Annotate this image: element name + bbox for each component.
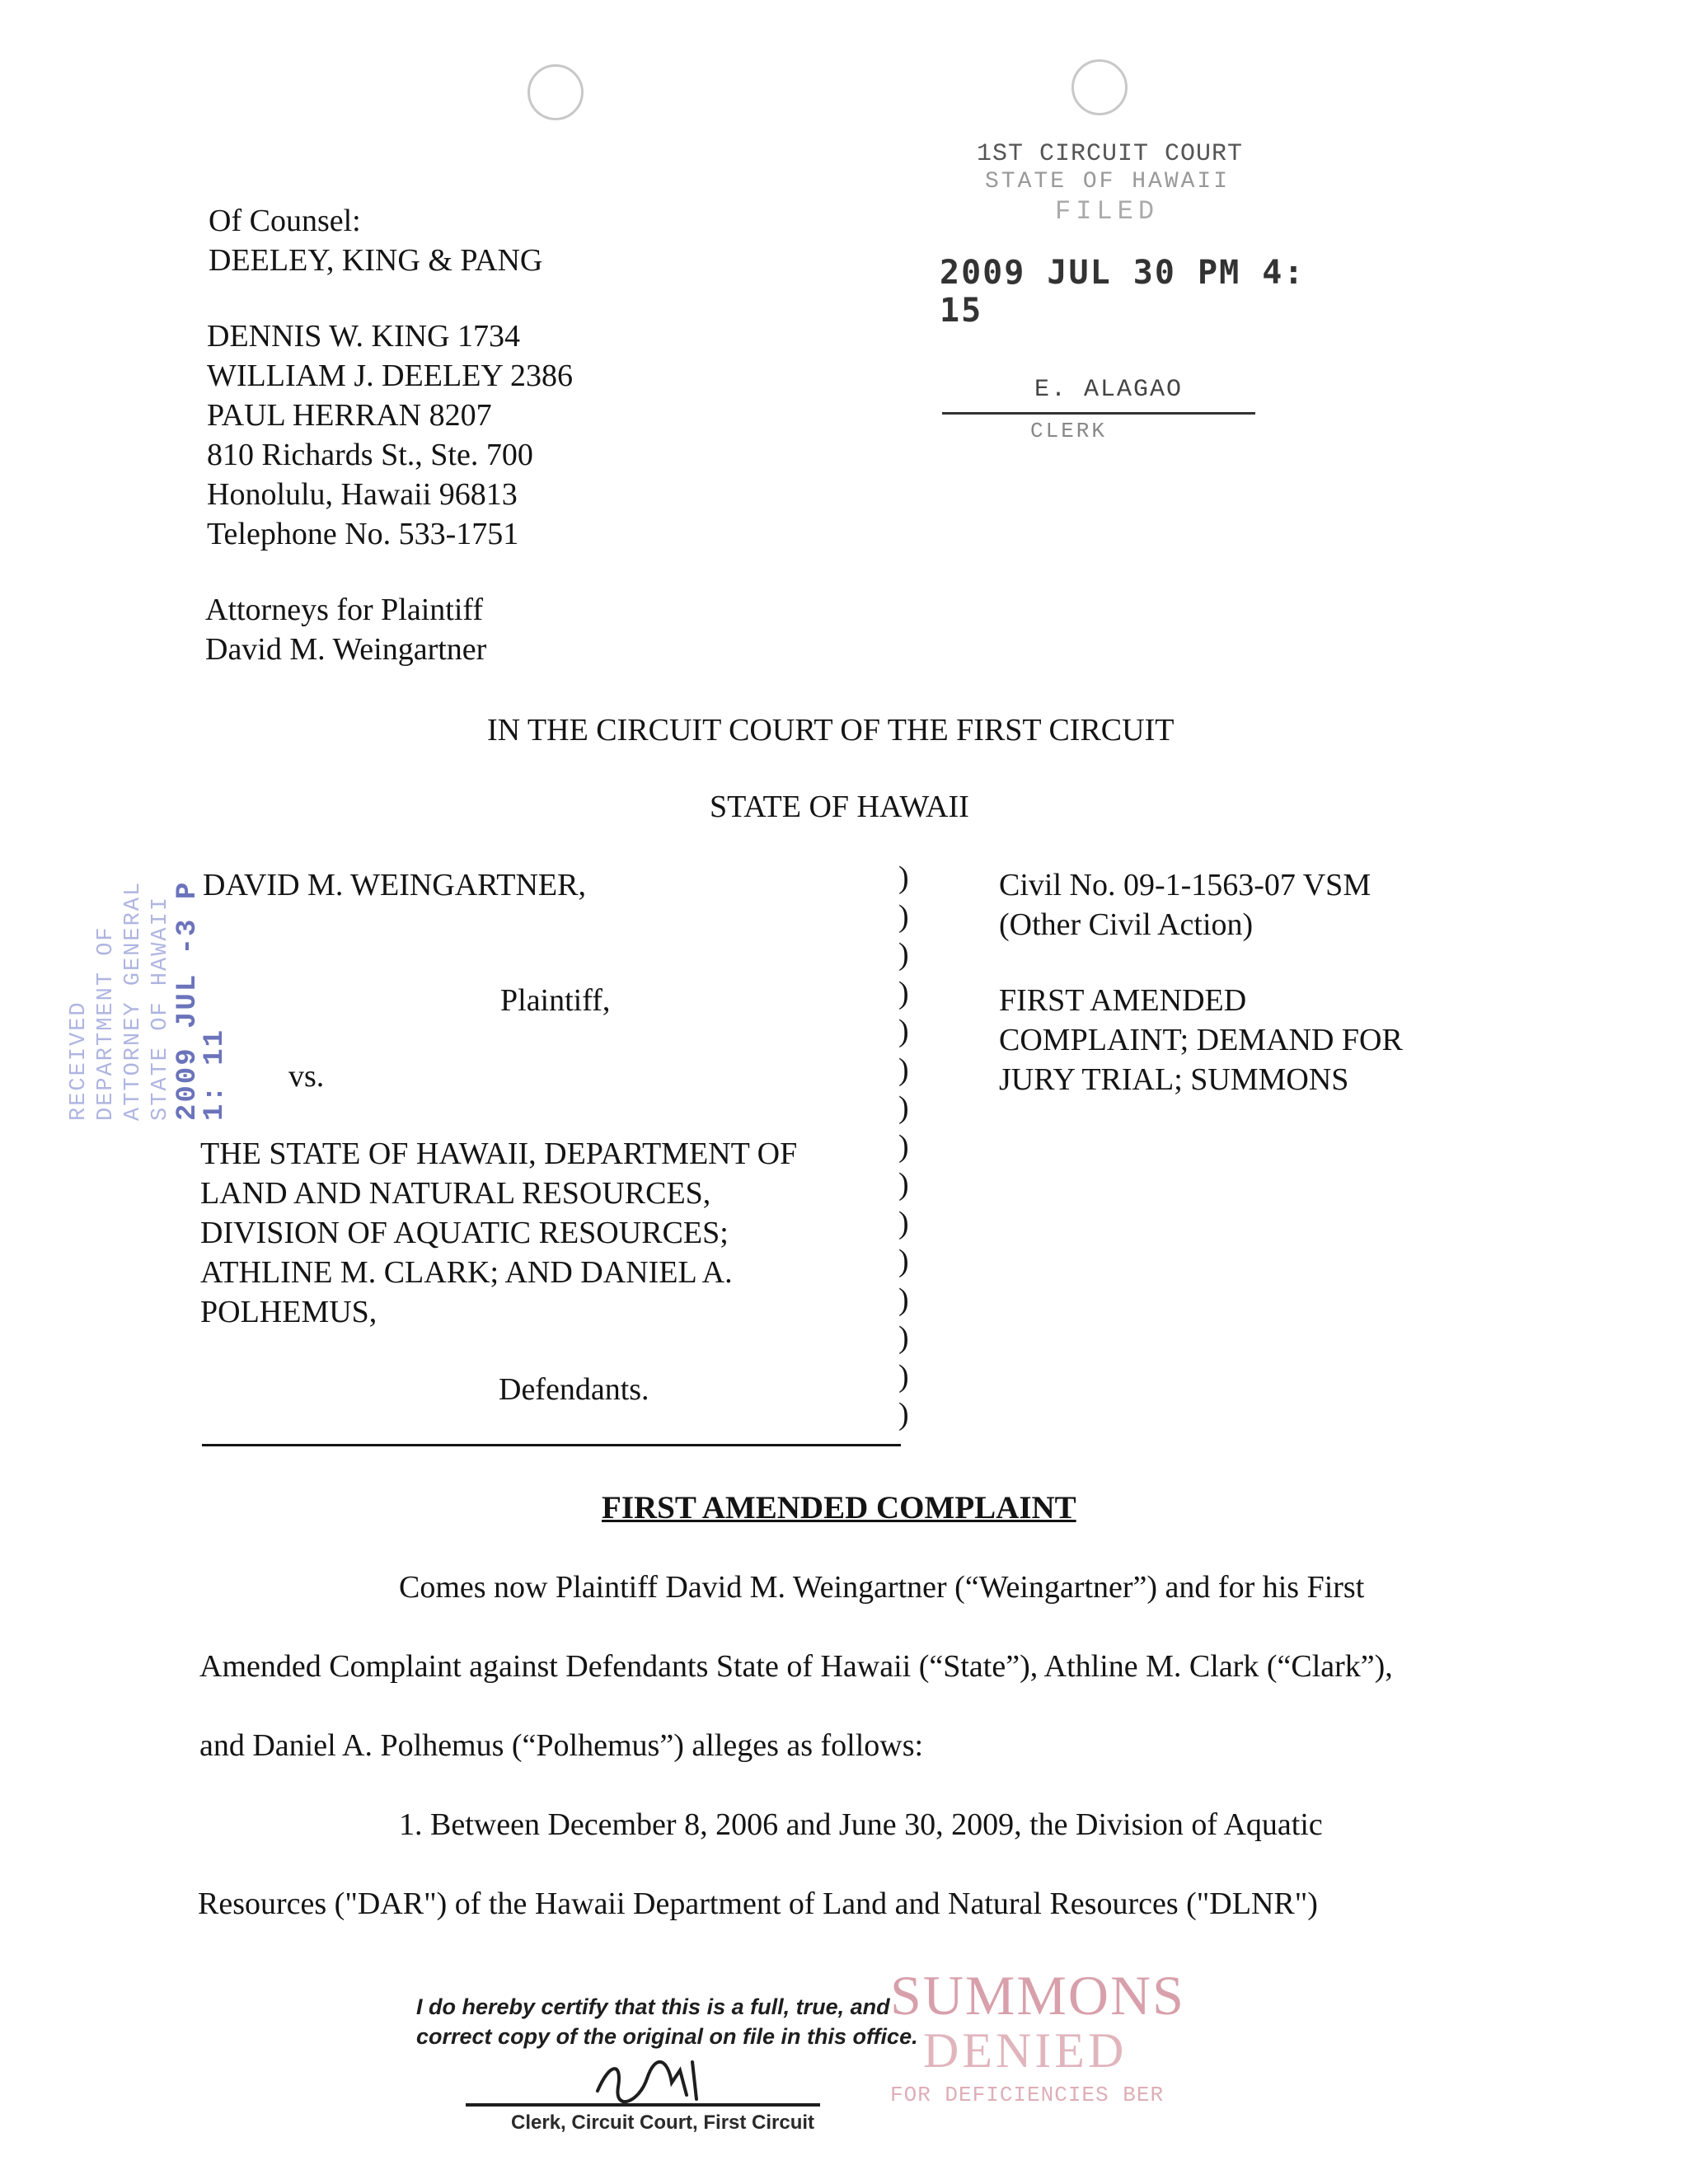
document-title-line: JURY TRIAL; SUMMONS <box>999 1062 1349 1097</box>
court-filed-stamp <box>890 107 1319 462</box>
received-stamp-line: STATE OF HAWAII <box>148 895 173 1121</box>
defendant-line: ATHLINE M. CLARK; AND DANIEL A. <box>200 1255 733 1290</box>
stamp-datetime: 2009 JUL 30 PM 4: 15 <box>940 254 1306 330</box>
received-stamp-line: ATTORNEY GENERAL <box>121 880 146 1121</box>
stamp-court: 1ST CIRCUIT COURT <box>977 140 1244 168</box>
caption-paren: ) <box>898 1090 909 1125</box>
case-type: (Other Civil Action) <box>999 907 1254 942</box>
caption-parentheses <box>898 859 909 1434</box>
clerk-signature <box>589 2046 754 2111</box>
certification-line: correct copy of the original on file in this office. <box>416 2024 918 2049</box>
received-stamp-line: RECEIVED <box>67 1001 91 1121</box>
caption-paren: ) <box>898 1282 909 1317</box>
denied-stamp-line: FOR DEFICIENCIES BER <box>890 2083 1165 2107</box>
caption-paren: ) <box>898 1052 909 1087</box>
complaint-line: Resources ("DAR") of the Hawaii Department of Land and Natural Resources ("DLNR") <box>198 1886 1318 1921</box>
of-counsel-label: Of Counsel: <box>209 204 361 238</box>
stamp-filed-label: FILED <box>1055 196 1160 227</box>
caption-paren: ) <box>898 1128 909 1164</box>
denied-stamp-line: DENIED <box>923 2023 1128 2078</box>
plaintiff-role: Plaintiff, <box>500 983 611 1018</box>
firm-address-street: 810 Richards St., Ste. 700 <box>207 438 533 472</box>
versus-label: vs. <box>288 1059 325 1094</box>
firm-telephone: Telephone No. 533-1751 <box>207 517 519 551</box>
defendant-line: DIVISION OF AQUATIC RESOURCES; <box>200 1216 729 1250</box>
certification-line: I do hereby certify that this is a full, true, and <box>416 1994 890 2019</box>
caption-paren: ) <box>898 1205 909 1240</box>
plaintiff-name: DAVID M. WEINGARTNER, <box>203 868 586 902</box>
complaint-line: Amended Complaint against Defendants State of Hawaii (“State”), Athline M. Clark (“Clark”), <box>199 1649 1393 1684</box>
law-firm-name: DEELEY, KING & PANG <box>209 243 543 278</box>
caption-paren: ) <box>898 1397 909 1432</box>
stamp-state: STATE OF HAWAII <box>985 169 1231 194</box>
defendants-role: Defendants. <box>499 1372 649 1407</box>
caption-paren: ) <box>898 1320 909 1355</box>
defendant-line: THE STATE OF HAWAII, DEPARTMENT OF <box>200 1137 798 1171</box>
complaint-title: FIRST AMENDED COMPLAINT <box>602 1490 1076 1526</box>
caption-paren: ) <box>898 860 909 895</box>
attorney-line: PAUL HERRAN 8207 <box>207 398 492 433</box>
attorney-line: DENNIS W. KING 1734 <box>207 319 520 354</box>
stamp-clerk-name: E. ALAGAO <box>1034 376 1184 404</box>
caption-paren: ) <box>898 1167 909 1202</box>
caption-paren: ) <box>898 1244 909 1278</box>
denied-stamp-line: SUMMONS <box>890 1964 1185 2027</box>
document-title-line: FIRST AMENDED <box>999 983 1247 1018</box>
defendant-line: LAND AND NATURAL RESOURCES, <box>200 1176 711 1211</box>
attorneys-for-label: Attorneys for Plaintiff <box>205 593 484 627</box>
case-number: Civil No. 09-1-1563-07 VSM <box>999 868 1372 902</box>
hole-punch-left <box>528 64 584 120</box>
caption-rule <box>202 1444 901 1446</box>
complaint-line: Comes now Plaintiff David M. Weingartner (“Weingartner”) and for his First <box>399 1570 1365 1605</box>
received-stamp-line: DEPARTMENT OF <box>94 926 119 1121</box>
caption-paren: ) <box>898 975 909 1010</box>
summons-denied-stamp <box>890 1963 1236 2128</box>
caption-paren: ) <box>898 898 909 934</box>
firm-address-city: Honolulu, Hawaii 96813 <box>207 477 518 512</box>
caption-paren: ) <box>898 1358 909 1394</box>
document-title-line: COMPLAINT; DEMAND FOR <box>999 1023 1403 1057</box>
caption-paren: ) <box>898 1014 909 1048</box>
certification-stamp <box>392 1970 918 2151</box>
attorney-line: WILLIAM J. DEELEY 2386 <box>207 359 573 393</box>
stamp-clerk-rule <box>942 412 1255 415</box>
received-stamp-datetime: 2009 JUL -3 P 1: 11 <box>172 880 231 1121</box>
defendant-line: POLHEMUS, <box>200 1295 377 1329</box>
complaint-line: 1. Between December 8, 2006 and June 30, 2009, the Division of Aquatic <box>399 1807 1323 1842</box>
client-name: David M. Weingartner <box>205 632 487 667</box>
caption-paren: ) <box>898 937 909 972</box>
stamp-clerk-label: CLERK <box>1030 419 1108 443</box>
signature-caption: Clerk, Circuit Court, First Circuit <box>511 2111 815 2134</box>
court-heading: IN THE CIRCUIT COURT OF THE FIRST CIRCUIT <box>487 713 1175 748</box>
signature-rule <box>466 2103 820 2107</box>
court-state-heading: STATE OF HAWAII <box>710 790 969 824</box>
complaint-line: and Daniel A. Polhemus (“Polhemus”) alleges as follows: <box>199 1728 924 1763</box>
